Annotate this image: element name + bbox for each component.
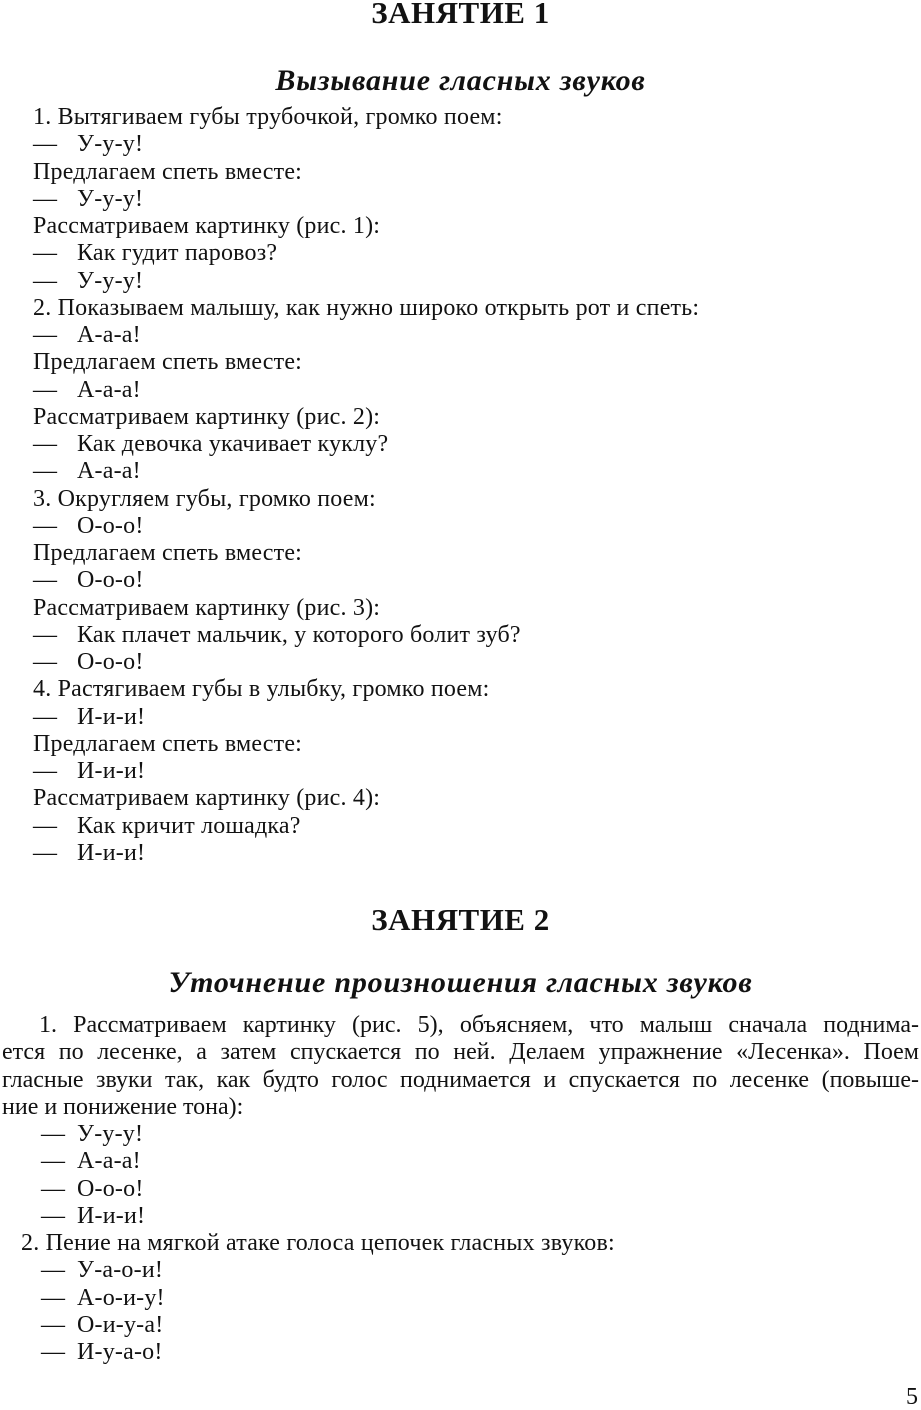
- lesson-2-subtitle: Уточнение произношения гласных звуков: [168, 966, 753, 999]
- line-text: И-и-и!: [77, 1202, 146, 1229]
- text-line: [0, 1148, 921, 1175]
- text-line: [0, 785, 921, 812]
- text-line: [0, 186, 921, 213]
- em-dash: —: [33, 839, 58, 866]
- line-text: О-о-о!: [77, 649, 144, 675]
- em-dash: —: [33, 567, 58, 594]
- line-text: Рассматриваем картинку (рис. 1):: [33, 213, 381, 239]
- line-text: Предлагаем спеть вместе:: [33, 540, 303, 566]
- text-line: [0, 349, 921, 376]
- line-text: Рассматриваем картинку (рис. 3):: [33, 594, 381, 621]
- line-text: Как девочка укачивает куклу?: [77, 431, 389, 457]
- em-dash: —: [33, 512, 58, 539]
- line-text: О-о-о!: [77, 567, 144, 594]
- text-line: [0, 1339, 921, 1366]
- line-text: О-о-о!: [77, 1175, 144, 1202]
- line-text: А-а-а!: [77, 1148, 141, 1175]
- text-line: [0, 458, 921, 485]
- em-dash: —: [41, 1121, 66, 1147]
- em-dash: —: [41, 1284, 66, 1311]
- line-text: О-о-о!: [77, 512, 144, 539]
- text-line: [0, 240, 921, 267]
- text-line: [0, 567, 921, 594]
- line-text: 2. Показываем малышу, как нужно широко открыть рот и спеть:: [33, 294, 700, 321]
- text-line: [0, 159, 921, 186]
- text-line: [0, 322, 921, 349]
- em-dash: —: [41, 1148, 66, 1175]
- em-dash: —: [33, 649, 58, 675]
- em-dash: —: [33, 131, 58, 158]
- lesson-1-lines: [0, 104, 921, 867]
- em-dash: —: [33, 621, 58, 648]
- line-text: А-а-а!: [77, 322, 141, 348]
- line-text: 4. Растягиваем губы в улыбку, громко поем:: [33, 676, 490, 703]
- em-dash: —: [33, 812, 58, 839]
- text-line: [0, 649, 921, 676]
- line-text: А-а-а!: [77, 376, 141, 403]
- em-dash: —: [41, 1339, 66, 1365]
- em-dash: —: [41, 1257, 66, 1284]
- paragraph-line: гласные звуки так, как будто голос поднимается и спускается по лесенке (повыше-: [2, 1066, 919, 1093]
- line-text: Как кричит лошадка?: [77, 812, 301, 839]
- em-dash: —: [33, 240, 58, 267]
- text-line: [0, 513, 921, 540]
- text-line: [0, 486, 921, 513]
- text-line: [0, 1257, 921, 1284]
- em-dash: —: [33, 267, 58, 294]
- text-line: [0, 404, 921, 431]
- line-text: О-и-у-а!: [77, 1311, 164, 1338]
- text-line: [0, 758, 921, 785]
- line-text: И-и-и!: [77, 703, 146, 730]
- line-text: Рассматриваем картинку (рис. 2):: [33, 403, 381, 430]
- text-line: [0, 268, 921, 295]
- text-line: [0, 1230, 921, 1257]
- text-line: [0, 131, 921, 158]
- line-text: Предлагаем спеть вместе:: [33, 730, 303, 757]
- line-text: У-у-у!: [77, 131, 144, 158]
- text-line: [0, 704, 921, 731]
- em-dash: —: [41, 1202, 66, 1229]
- line-text: Предлагаем спеть вместе:: [33, 158, 303, 185]
- line-text: У-у-у!: [77, 267, 144, 294]
- line-text: И-у-а-о!: [77, 1339, 163, 1365]
- text-line: [0, 813, 921, 840]
- line-text: У-а-о-и!: [77, 1257, 164, 1284]
- line-text: А-а-а!: [77, 458, 141, 485]
- em-dash: —: [33, 758, 58, 784]
- lesson-1-title: ЗАНЯТИЕ 1: [371, 0, 550, 30]
- lesson-2-paragraph: [2, 1012, 919, 1121]
- text-line: [0, 1285, 921, 1312]
- line-text: Как плачет мальчик, у которого болит зуб?: [77, 621, 521, 648]
- text-line: [0, 431, 921, 458]
- line-text: А-о-и-у!: [77, 1284, 165, 1311]
- text-line: [0, 377, 921, 404]
- paragraph-line: 1. Рассматриваем картинку (рис. 5), объясняем, что малыш сначала поднима-: [39, 1012, 919, 1038]
- line-text: 2. Пение на мягкой атаке голоса цепочек гласных звуков:: [21, 1230, 615, 1256]
- line-text: Рассматриваем картинку (рис. 4):: [33, 785, 381, 812]
- line-text: У-у-у!: [77, 1121, 144, 1147]
- line-text: Как гудит паровоз?: [77, 240, 278, 267]
- text-line: [0, 1176, 921, 1203]
- paragraph-line: ние и понижение тона):: [2, 1093, 244, 1120]
- text-line: [0, 1312, 921, 1339]
- line-text: И-и-и!: [77, 839, 146, 866]
- em-dash: —: [33, 703, 58, 730]
- line-text: И-и-и!: [77, 758, 146, 784]
- em-dash: —: [33, 185, 58, 212]
- text-line: [0, 622, 921, 649]
- line-text: У-у-у!: [77, 185, 144, 212]
- lesson-2-title: ЗАНЯТИЕ 2: [371, 902, 550, 937]
- em-dash: —: [41, 1311, 66, 1338]
- text-line: [0, 104, 921, 131]
- text-line: [0, 676, 921, 703]
- text-line: [0, 1203, 921, 1230]
- text-line: [0, 540, 921, 567]
- text-line: [0, 213, 921, 240]
- line-text: 1. Вытягиваем губы трубочкой, громко поем:: [33, 104, 503, 130]
- em-dash: —: [33, 376, 58, 403]
- paragraph-line: ется по лесенке, а затем спускается по ней. Делаем упражнение «Лесенка». Поем: [2, 1039, 919, 1066]
- em-dash: —: [33, 322, 58, 348]
- lesson-1-subtitle: Вызывание гласных звуков: [275, 64, 646, 97]
- em-dash: —: [41, 1175, 66, 1202]
- em-dash: —: [33, 458, 58, 485]
- line-text: 3. Округляем губы, громко поем:: [33, 485, 376, 512]
- text-line: [0, 295, 921, 322]
- text-line: [0, 731, 921, 758]
- text-line: [0, 595, 921, 622]
- page-number: 5: [906, 1384, 918, 1410]
- text-line: [0, 1121, 921, 1148]
- line-text: Предлагаем спеть вместе:: [33, 349, 303, 376]
- lesson-2-lines: [0, 1121, 921, 1366]
- em-dash: —: [33, 431, 58, 457]
- text-line: [0, 840, 921, 867]
